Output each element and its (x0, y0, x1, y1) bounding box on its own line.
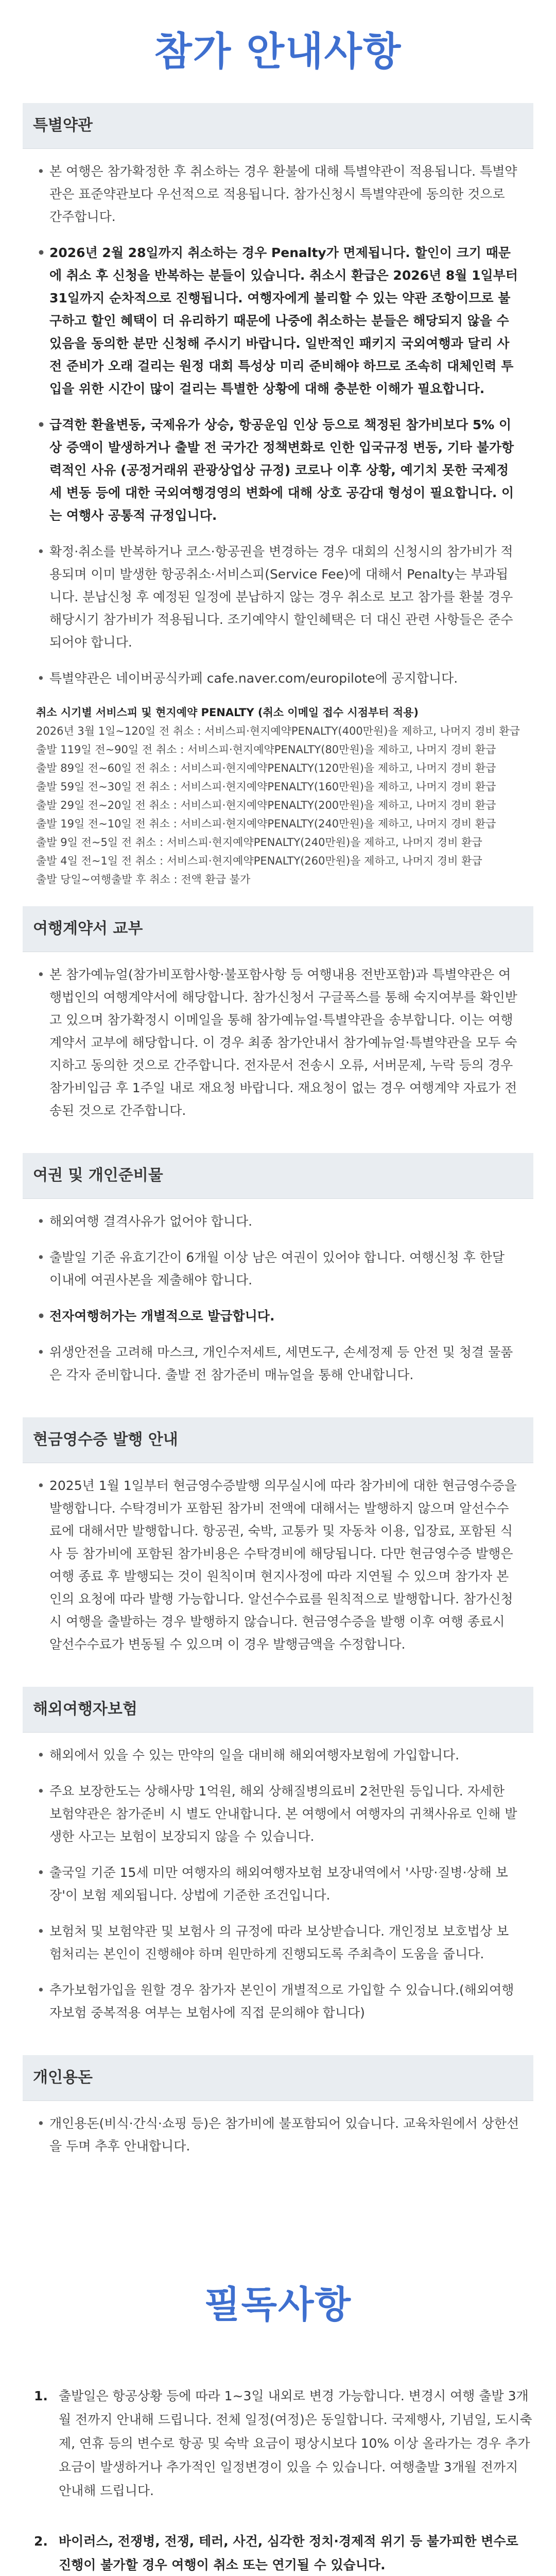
notice-text: 출발일은 항공상황 등에 따라 1~3일 내외로 변경 가능합니다. 변경시 여행 출발 3개월 전까지 안내해 드립니다. 전체 일정(여정)은 동일합니다. 국제행사, 기념일, 도시축제, 연휴 등의 변수로 항공 및 숙박 요금이 평상시보다 10% 이상 올라가는 경우 추가요금이 발생하거나 추가적인 일정변경이 있을 수 있습니다. 여행출발 3개월 전까지 안내해 드립니다. (59, 2388, 532, 2498)
section-body (23, 1732, 533, 2055)
list-item: • 본 여행은 참가확정한 후 취소하는 경우 환불에 대해 특별약관이 적용됩니다. 특별약관은 표준약관보다 우선적으로 적용됩니다. 참가신청시 특별약관에 동의한 것으로 간주합니다. (36, 160, 520, 228)
section-body (23, 1198, 533, 1417)
notice-item (23, 2384, 533, 2503)
section-pocket-money (23, 2055, 533, 2189)
notice-title: 필독사항 (204, 2283, 352, 2326)
list-item: • 확정·취소를 반복하거나 코스·항공권을 변경하는 경우 대회의 신청시의 참가비가 적용되며 이미 발생한 항공취소·서비스피(Service Fee)에 대해서 Penalty는 부과됩니다. 분납신청 후 예정된 일정에 분납하지 않는 경우 취소로 보고 참가를 환불 경우 해당시기 참가비가 적용됩니다. 조기예약시 할인혜택은 더 대신 관련 사항들은 준수되어야 합니다. (36, 540, 520, 654)
notice-number: 1. (34, 2388, 48, 2403)
fee-row: 출발 119일 전~90일 전 취소 : 서비스피·현지예약PENALTY(80만원)을 제하고, 나머지 경비 환급 (36, 743, 496, 756)
list-item: • 본 참가예뉴얼(참가비포함사항·불포함사항 등 여행내용 전반포함)과 특별약관은 여행법인의 여행계약서에 해당합니다. 참가신청서 구글폭스를 통해 숙지여부를 확인받고 있으며 참가확정시 이메일을 통해 참가예뉴얼·특별약관을 송부합니다. 이는 여행계약서 교부에 해당합니다. 이 경우 최종 참가안내서 참가예뉴얼·특별약관을 모두 숙지하고 동의한 것으로 간주합니다. 전자문서 전송시 오류, 서버문제, 누락 등의 경우 참가비입금 후 1주일 내로 재요청 바랍니다. 재요청이 없는 경우 여행계약 자료가 전송된 것으로 간주합니다. (36, 963, 520, 1122)
section-body (23, 2100, 533, 2189)
section-title: 개인용돈 (23, 2055, 533, 2100)
section-title: 여권 및 개인준비물 (23, 1153, 533, 1198)
list-item: • 2025년 1월 1일부터 현금영수증발행 의무실시에 따라 참가비에 대한 현금영수증을 발행합니다. 수탁경비가 포함된 참가비 전액에 대해서는 발행하지 않으며 알선수수료에 대해서만 발행합니다. 항공권, 숙박, 교통카 및 자동차 이용, 입장료, 포함된 식사 등 참가비에 포함된 참가비용은 수탁경비에 해당됩니다. 다만 현금영수증 발행은 여행 종료 후 발행되는 것이 원칙이며 현지사정에 따라 지연될 수 있으며 참가자 본인의 요청에 따라 발행 가능합니다. 알선수수료를 원칙적으로 발행합니다. 참가신청시 여행을 출발하는 경우 발행하지 않습니다. 현금영수증을 발행 이후 여행 종료시 알선수수료가 변동될 수 있으며 이 경우 발행금액을 수정합니다. (36, 1475, 520, 1656)
fee-row: 출발 59일 전~30일 전 취소 : 서비스피·현지예약PENALTY(160만원)을 제하고, 나머지 경비 환급 (36, 781, 496, 793)
section-passport (23, 1153, 533, 1417)
notice-number: 2. (34, 2533, 48, 2549)
list-item: • 추가보험가입을 원할 경우 참가자 본인이 개별적으로 가입할 수 있습니다.(해외여행자보험 중복적용 여부는 보험사에 직접 문의해야 합니다) (36, 1979, 520, 2024)
list-item: • 보험처 및 보험약관 및 보험사 의 규정에 따라 보상받습니다. 개인정보 보호법상 보험처리는 본인이 진행해야 하며 원만하게 진행되도록 주최측이 도움을 줍니다. (36, 1920, 520, 1965)
section-receipt (23, 1417, 533, 1687)
list-item: • 2026년 2월 28일까지 취소하는 경우 Penalty가 면제됩니다. 할인이 크기 때문에 취소 후 신청을 반복하는 분들이 있습니다. 취소시 환급은 2026년 8월 1일부터 31일까지 순차적으로 진행됩니다. 여행자에게 불리할 수 있는 약관 조항이므로 불구하고 할인 혜택이 더 유리하기 때문에 나중에 취소하는 분들은 해당되지 않을 수 있음을 동의한 분만 신청해 주시기 바랍니다. 일반적인 패키지 국외여행과 달리 사전 준비가 오래 걸리는 원정 대회 특성상 미리 준비해야 하므로 조속히 대체인력 투입을 위한 시간이 많이 걸리는 특별한 상황에 대해 충분한 이해가 필요합니다. (36, 242, 520, 400)
list-item: • 출발일 기준 유효기간이 6개월 이상 남은 여권이 있어야 합니다. 여행신청 후 한달 이내에 여권사본을 제출해야 합니다. (36, 1246, 520, 1292)
list-item: • 주요 보장한도는 상해사망 1억원, 해외 상해질병의료비 2천만원 등입니다. 자세한 보험약관은 참가준비 시 별도 안내합니다. 본 여행에서 여행자의 귀책사유로 인해 발생한 사고는 보험이 보장되지 않을 수 있습니다. (36, 1780, 520, 1848)
section-title: 해외여행자보험 (23, 1687, 533, 1732)
section-title: 여행계약서 교부 (23, 906, 533, 952)
page-title: 참가 안내사항 (154, 28, 402, 74)
section-body (23, 1463, 533, 1687)
notice-item (23, 2530, 533, 2576)
list-item: • 급격한 환율변동, 국제유가 상승, 항공운임 인상 등으로 책정된 참가비보다 5% 이상 증액이 발생하거나 출발 전 국가간 정책변화로 인한 입국규정 변동, 기타 불가항력적인 사유 (공정거래위 관광상업상 규정) 코로나 이후 상황, 예기치 못한 국제정세 변동 등에 대한 국외여행경영의 변화에 대해 상호 공감대 형성이 필요합니다. 이는 여행사 공통적 규정입니다. (36, 414, 520, 527)
list-item: • 출국일 기준 15세 미만 여행자의 해외여행자보험 보장내역에서 '사망·질병·상해 보장'이 보험 제외됩니다. 상법에 기준한 조건입니다. (36, 1861, 520, 1907)
notice-text: 바이러스, 전쟁병, 전쟁, 테러, 사건, 심각한 정치·경제적 위기 등 불가피한 변수로 진행이 불가할 경우 여행이 취소 또는 연기될 수 있습니다. (59, 2533, 518, 2572)
fee-row: 2026년 3월 1일~120일 전 취소 : 서비스피·현지예약PENALTY(400만원)을 제하고, 나머지 경비 환급 (36, 725, 520, 737)
section-special-terms (23, 103, 533, 906)
section-title: 현금영수증 발행 안내 (23, 1417, 533, 1463)
list-item: • 위생안전을 고려해 마스크, 개인수저세트, 세면도구, 손세정제 등 안전 및 청결 물품은 각자 준비합니다. 출발 전 참가준비 매뉴얼을 통해 안내합니다. (36, 1341, 520, 1386)
list-item: • 해외여행 결격사유가 없어야 합니다. (36, 1210, 520, 1233)
fee-row: 출발 19일 전~10일 전 취소 : 서비스피·현지예약PENALTY(240만원)을 제하고, 나머지 경비 환급 (36, 818, 496, 830)
fee-row: 출발 당일~여행출발 후 취소 : 전액 환급 불가 (36, 873, 251, 886)
list-item: • 해외에서 있을 수 있는 만약의 일을 대비해 해외여행자보험에 가입합니다. (36, 1744, 520, 1767)
list-item: • 개인용돈(비식·간식·쇼핑 등)은 참가비에 불포함되어 있습니다. 교육차원에서 상한선을 두며 추후 안내합니다. (36, 2112, 520, 2158)
section-contract (23, 906, 533, 1153)
fee-row: 출발 89일 전~60일 전 취소 : 서비스피·현지예약PENALTY(120만원)을 제하고, 나머지 경비 환급 (36, 762, 496, 774)
fee-table-title: 취소 시기별 서비스피 및 현지예약 PENALTY (취소 이메일 접수 시점부터 적용) (36, 706, 419, 719)
fee-row: 출발 9일 전~5일 전 취소 : 서비스피·현지예약PENALTY(240만원)을 제하고, 나머지 경비 환급 (36, 836, 482, 849)
list-item: • 특별약관은 네이버공식카페 cafe.naver.com/europilote에 공지합니다. (36, 667, 520, 690)
section-travel-insurance (23, 1687, 533, 2055)
section-title: 특별약관 (23, 103, 533, 148)
list-item: • 전자여행허가는 개별적으로 발급합니다. (36, 1305, 520, 1328)
notice-list (23, 2384, 533, 2576)
fee-row: 출발 4일 전~1일 전 취소 : 서비스피·현지예약PENALTY(260만원)을 제하고, 나머지 경비 환급 (36, 855, 482, 867)
fee-row: 출발 29일 전~20일 전 취소 : 서비스피·현지예약PENALTY(200만원)을 제하고, 나머지 경비 환급 (36, 799, 496, 811)
section-body (23, 952, 533, 1153)
fee-table (36, 703, 520, 889)
section-body (23, 148, 533, 906)
